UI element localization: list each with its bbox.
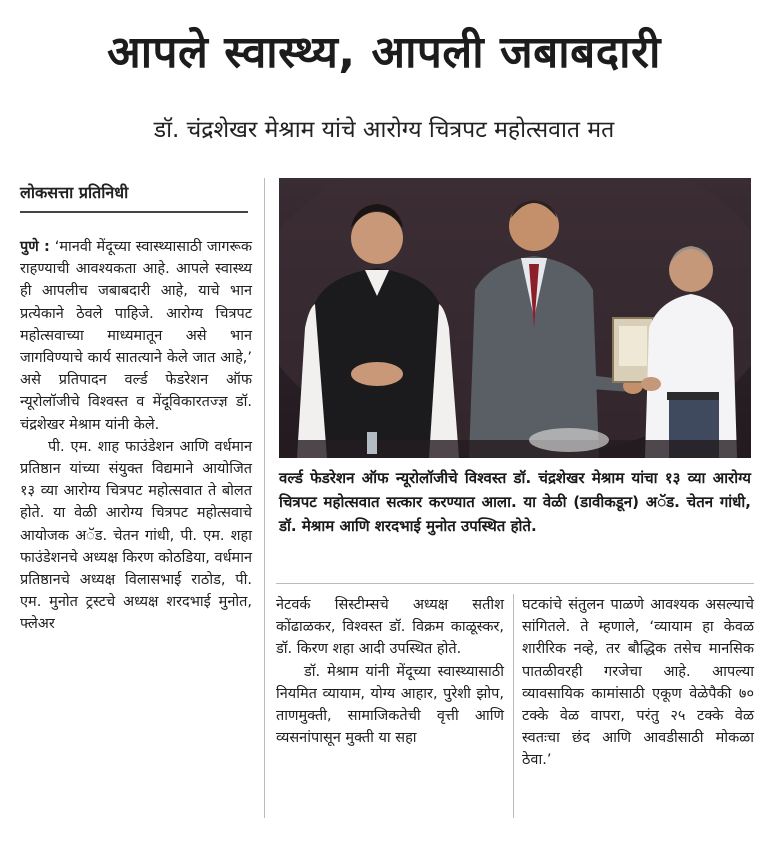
paragraph: पी. एम. शाह फाउंडेशन आणि वर्धमान प्रतिष्ठान यांच्या संयुक्त विद्यमाने आयोजित १३ व्या आरोग्य चित्रपट महोत्सवात ते बोलत होते. या वेळी आरोग्य चित्रपट महोत्सवाचे आयोजक अॅड. चेतन गांधी, पी. एम. शहा फाउंडेशनचे अध्यक्ष किरण कोठडिया, वर्धमान प्रतिष्ठानचे अध्यक्ष विलासभाई राठोड, पी. एम. मुनोत ट्रस्टचे अध्यक्ष शरदभाई मुनोत, फ्लेअर bbox=[20, 438, 252, 633]
dateline: पुणे : bbox=[20, 239, 50, 255]
headline: आपले स्वास्थ्य, आपली जबाबदारी bbox=[107, 27, 661, 78]
byline: लोकसत्ता प्रतिनिधी bbox=[20, 181, 248, 213]
photo-illustration bbox=[279, 178, 751, 458]
article-column-3 bbox=[522, 594, 754, 772]
subheadline: डॉ. चंद्रशेखर मेश्राम यांचे आरोग्य चित्रपट महोत्सवात मत bbox=[153, 117, 615, 143]
article-column-2 bbox=[276, 594, 504, 749]
photo-caption: वर्ल्ड फेडरेशन ऑफ न्यूरोलॉजीचे विश्वस्त डॉ. चंद्रशेखर मेश्राम यांचा १३ व्या आरोग्य चित्रपट महोत्सवात सत्कार करण्यात आला. या वेळी (डावीकडून) अॅड. चेतन गांधी, डॉ. मेश्राम आणि शरदभाई मुनोत उपस्थित होते. bbox=[279, 469, 751, 535]
award-plaque bbox=[613, 318, 653, 382]
column-divider bbox=[513, 594, 514, 818]
column-divider bbox=[264, 178, 265, 818]
column-divider bbox=[276, 583, 754, 584]
paragraph bbox=[20, 236, 252, 436]
paragraph: नेटवर्क सिस्टीम्सचे अध्यक्ष सतीश कोंढाळकर, विश्वस्त डॉ. विक्रम काळूस्कर, डॉ. किरण शहा आदी उपस्थित होते. bbox=[276, 597, 504, 658]
paragraph: डॉ. मेश्राम यांनी मेंदूच्या स्वास्थ्यासाठी नियमित व्यायाम, योग्य आहार, पुरेशी झोप, ताणमुक्ती, सामाजिकतेची वृत्ती आणि व्यसनांपासून मुक्ती या सहा bbox=[276, 663, 504, 747]
article-column-1 bbox=[20, 236, 252, 636]
news-photo bbox=[279, 178, 751, 458]
paragraph-text: ‘मानवी मेंदूच्या स्वास्थ्यासाठी जागरूक राहण्याची आवश्यकता आहे. आपले स्वास्थ्य ही आपलीच जबाबदारी आहे, याचे भान प्रत्येकाने ठेवले पाहिजे. आरोग्य चित्रपट महोत्सवाच्या माध्यमातून असे भान जागविण्याचे कार्य सातत्याने केले जात आहे,’ असे प्रतिपादन वर्ल्ड फेडरेशन ऑफ न्यूरोलॉजीचे विश्वस्त व मेंदूविकारतज्ज्ञ डॉ. चंद्रशेखर मेश्राम यांनी केले. bbox=[20, 239, 252, 433]
paragraph: घटकांचे संतुलन पाळणे आवश्यक असल्याचे सांगितले. ते म्हणाले, ‘व्यायाम हा केवळ शारीरिक नव्हे, तर बौद्धिक तसेच मानसिक पातळीवरही गरजेचा आहे. आपल्या व्यावसायिक कामांसाठी एकूण वेळेपैकी ७० टक्के वेळ वापरा, परंतु २५ टक्के वेळ स्वतःचा छंद आणि आवडीसाठी मोकळा ठेवा.’ bbox=[522, 597, 754, 769]
